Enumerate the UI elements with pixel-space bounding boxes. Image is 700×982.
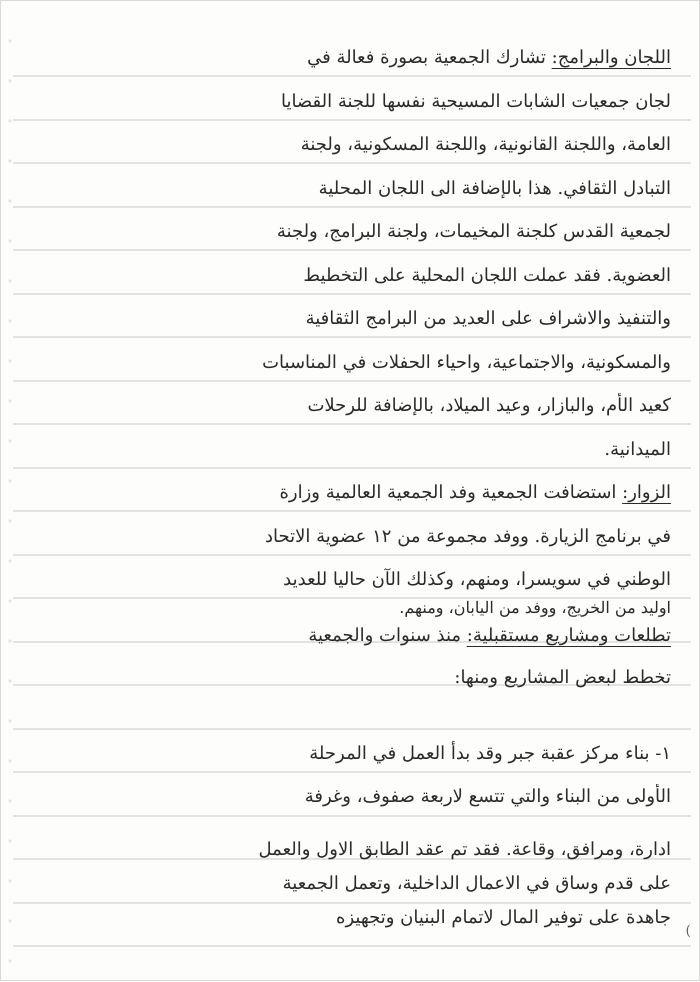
text-line: الزوار: استضافت الجمعية وفد الجمعية العالمية وزارة	[279, 482, 671, 503]
text-line: في برنامج الزيارة. ووفد مجموعة من ١٢ عضوية الاتحاد	[264, 526, 671, 547]
text-line: والمسكونية، والاجتماعية، واحياء الحفلات في المناسبات	[262, 352, 671, 373]
text-line: تخطط لبعض المشاريع ومنها:	[454, 667, 671, 688]
text-line: التبادل الثقافي. هذا بالإضافة الى اللجان المحلية	[318, 178, 671, 199]
section-heading: اللجان والبرامج:	[551, 47, 671, 68]
text-line: ١- بناء مركز عقبة جبر وقد بدأ العمل في المرحلة	[309, 743, 671, 764]
text-line: العامة، واللجنة القانونية، واللجنة المسكونية، ولجنة	[300, 134, 671, 155]
section-heading: تطلعات ومشاريع مستقبلية:	[466, 625, 671, 646]
margin-mark: (	[685, 923, 691, 939]
text-line: والتنفيذ والاشراف على العديد من البرامج الثقافية	[305, 308, 671, 329]
text-line: الأولى من البناء والتي تتسع لاربعة صفوف، وغرفة	[304, 786, 671, 807]
text-line: كعيد الأم، والبازار، وعيد الميلاد، بالإضافة للرحلات	[307, 395, 671, 416]
handwritten-text	[21, 1, 671, 980]
text-line: تطلعات ومشاريع مستقبلية: منذ سنوات والجمعية	[308, 625, 671, 646]
section-heading: الزوار:	[622, 482, 671, 503]
text-line: ادارة، ومرافق، وقاعة. فقد تم عقد الطابق الاول والعمل	[258, 839, 671, 860]
text-line: الوطني في سويسرا، ومنهم، وكذلك الآن حاليا للعديد	[283, 569, 671, 590]
text-line: لجان جمعيات الشابات المسيحية نفسها للجنة القضايا	[280, 91, 671, 112]
text-line: الميدانية.	[604, 439, 671, 460]
text-line: لجمعية القدس كلجنة المخيمات، ولجنة البرامج، ولجنة	[276, 221, 671, 242]
text-line: على قدم وساق في الاعمال الداخلية، وتعمل الجمعية	[282, 873, 671, 894]
binding-holes	[7, 1, 13, 982]
text-line: العضوية. فقد عملت اللجان المحلية على التخطيط	[303, 265, 671, 286]
text-line: جاهدة على توفير المال لاتمام البنيان وتجهيزه	[336, 907, 671, 928]
text-line: اللجان والبرامج: تشارك الجمعية بصورة فعالة في	[307, 47, 671, 68]
text-line: اوليد من الخريج، ووفد من اليابان، ومنهم.	[399, 598, 671, 617]
